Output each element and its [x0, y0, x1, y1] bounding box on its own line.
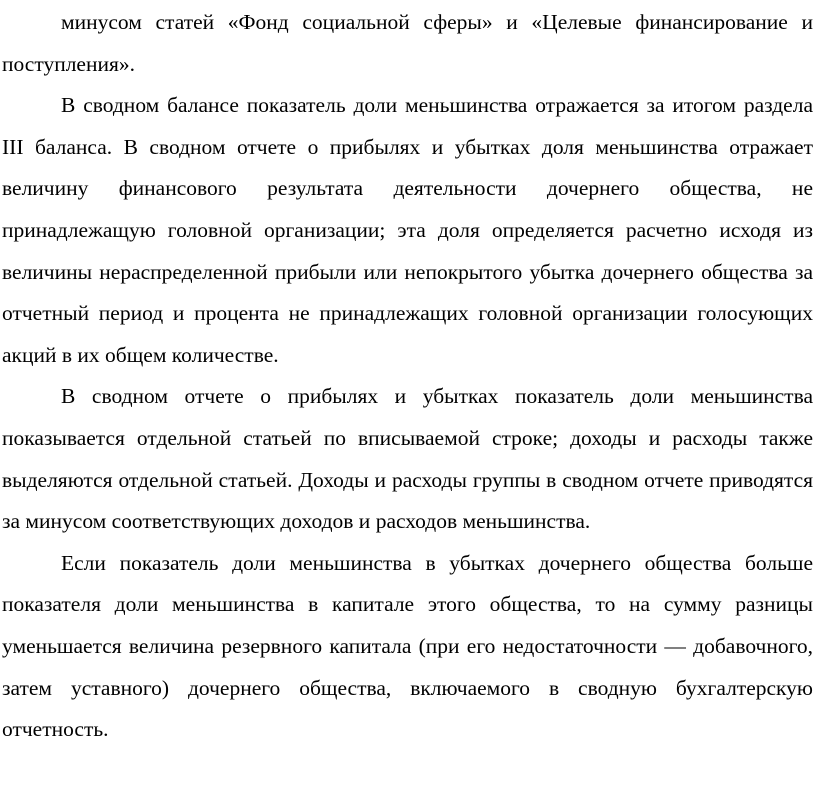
- paragraph-4: Если показатель доли меньшинства в убытках дочернего общества больше показателя доли меньшинства в капитале этого общества, то на сумму разницы уменьшается величина резервного капитала (при его недостаточности — добавочного, затем уставного) дочернего общества, включаемого в сводную бухгалтерскую отчетность.: [2, 550, 813, 742]
- paragraph-2: В сводном балансе показатель доли меньшинства отражается за итогом раздела III баланса. В сводном отчете о прибылях и убытках доля меньшинства отражает величину финансового результата деятельности дочернего общества, не принадлежащую головной организации; эта доля определяется расчетно исходя из величины нераспределенной прибыли или непокрытого убытка дочернего общества за отчетный период и процента не принадлежащих головной организации голосующих акций в их общем количестве.: [2, 93, 813, 367]
- paragraph-3: В сводном отчете о прибылях и убытках показатель доли меньшинства показывается отдельной статьей по вписываемой строке; доходы и расходы также выделяются отдельной статьей. Доходы и расходы группы в сводном отчете приводятся за минусом соответствующих доходов и расходов меньшинства.: [2, 384, 813, 534]
- document-page: [2, 2, 813, 751]
- paragraph-1: минусом статей «Фонд социальной сферы» и «Целевые финансирование и поступления».: [2, 10, 813, 76]
